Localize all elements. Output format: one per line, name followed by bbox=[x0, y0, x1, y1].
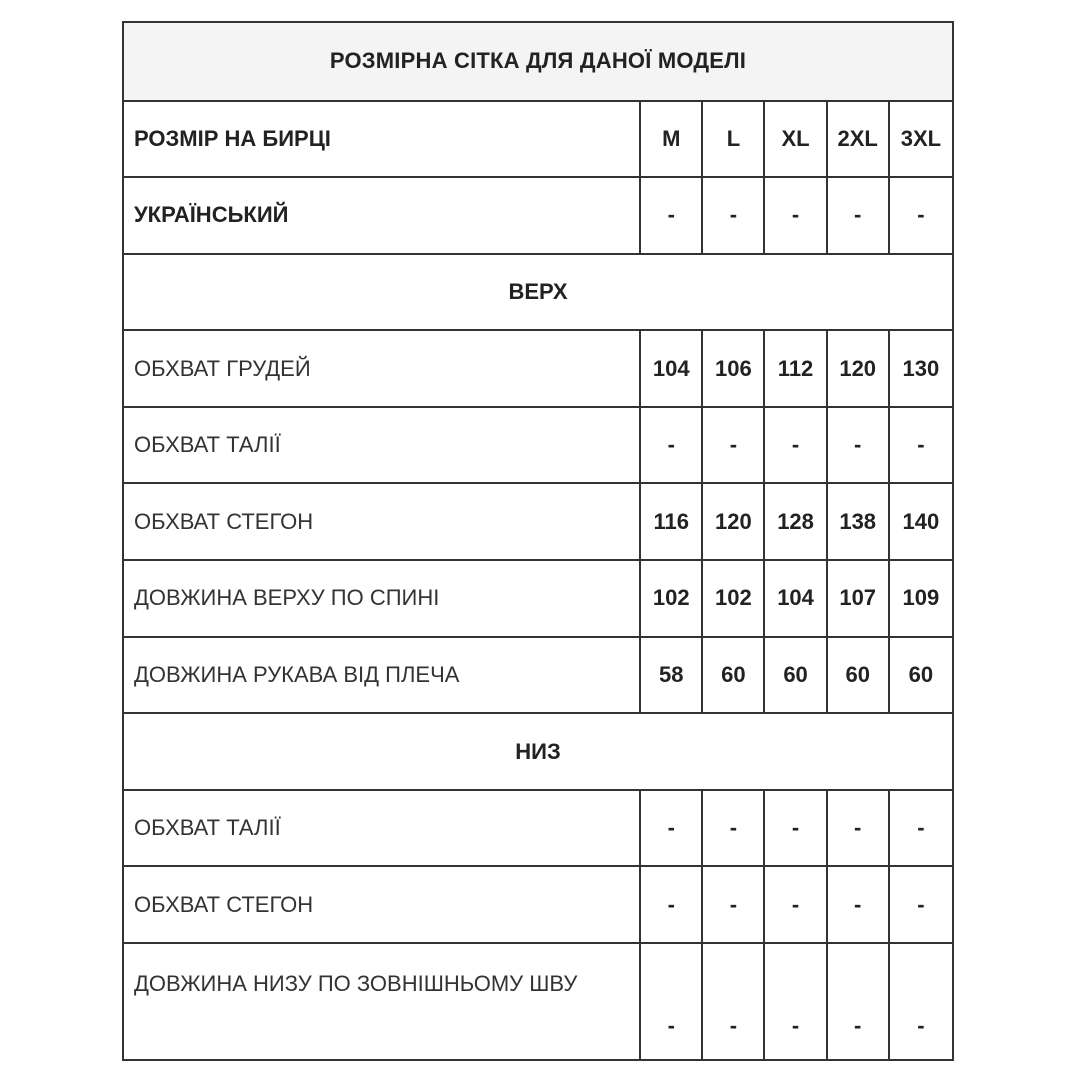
table-cell: - bbox=[640, 177, 702, 254]
table-cell: - bbox=[764, 407, 826, 484]
measurement-label: ОБХВАТ СТЕГОН bbox=[123, 483, 640, 560]
table-row bbox=[123, 560, 953, 637]
table-row bbox=[123, 330, 953, 407]
table-cell: 104 bbox=[640, 330, 702, 407]
table-cell: - bbox=[702, 407, 764, 484]
table-cell: - bbox=[702, 866, 764, 943]
table-cell: 128 bbox=[764, 483, 826, 560]
table-cell: 106 bbox=[702, 330, 764, 407]
table-cell: - bbox=[640, 866, 702, 943]
measurement-label: ДОВЖИНА НИЗУ ПО ЗОВНІШНЬОМУ ШВУ bbox=[123, 943, 640, 1060]
section-row-top bbox=[123, 254, 953, 331]
table-row bbox=[123, 866, 953, 943]
section-row-bottom bbox=[123, 713, 953, 790]
title-row bbox=[123, 22, 953, 101]
table-cell: - bbox=[827, 866, 889, 943]
table-cell: 104 bbox=[764, 560, 826, 637]
size-header-3xl: 3XL bbox=[889, 101, 953, 178]
size-header-2xl: 2XL bbox=[827, 101, 889, 178]
table-row bbox=[123, 483, 953, 560]
measurement-label: ОБХВАТ ГРУДЕЙ bbox=[123, 330, 640, 407]
table-cell: 109 bbox=[889, 560, 953, 637]
measurement-label: ОБХВАТ СТЕГОН bbox=[123, 866, 640, 943]
table-cell: 102 bbox=[702, 560, 764, 637]
table-cell: 120 bbox=[827, 330, 889, 407]
table-cell: - bbox=[889, 177, 953, 254]
table-row bbox=[123, 790, 953, 867]
table-cell: - bbox=[889, 866, 953, 943]
table-cell: - bbox=[764, 866, 826, 943]
measurement-label: ОБХВАТ ТАЛІЇ bbox=[123, 407, 640, 484]
table-cell: 58 bbox=[640, 637, 702, 714]
size-chart-table bbox=[122, 21, 954, 1061]
table-cell: - bbox=[827, 790, 889, 867]
table-cell: - bbox=[702, 790, 764, 867]
table-cell: 120 bbox=[702, 483, 764, 560]
size-header-xl: XL bbox=[764, 101, 826, 178]
table-cell: 130 bbox=[889, 330, 953, 407]
table-cell: - bbox=[827, 177, 889, 254]
table-row bbox=[123, 637, 953, 714]
table-cell: 138 bbox=[827, 483, 889, 560]
table-cell: 60 bbox=[702, 637, 764, 714]
table-cell: 116 bbox=[640, 483, 702, 560]
table-cell: - bbox=[640, 790, 702, 867]
table-cell: - bbox=[702, 177, 764, 254]
table-cell: 107 bbox=[827, 560, 889, 637]
table-cell: - bbox=[889, 943, 953, 1060]
table-cell: - bbox=[764, 177, 826, 254]
size-header-l: L bbox=[702, 101, 764, 178]
table-cell: 112 bbox=[764, 330, 826, 407]
table-cell: 140 bbox=[889, 483, 953, 560]
section-heading-bottom: НИЗ bbox=[123, 713, 953, 790]
table-cell: - bbox=[764, 943, 826, 1060]
table-cell: 60 bbox=[764, 637, 826, 714]
measurement-label: ОБХВАТ ТАЛІЇ bbox=[123, 790, 640, 867]
table-cell: 60 bbox=[827, 637, 889, 714]
measurement-label: ДОВЖИНА ВЕРХУ ПО СПИНІ bbox=[123, 560, 640, 637]
table-cell: - bbox=[764, 790, 826, 867]
table-cell: 102 bbox=[640, 560, 702, 637]
table-cell: - bbox=[827, 943, 889, 1060]
ukrainian-size-label: УКРАЇНСЬКИЙ bbox=[123, 177, 640, 254]
table-cell: - bbox=[640, 407, 702, 484]
table-cell: - bbox=[702, 943, 764, 1060]
table-cell: - bbox=[889, 407, 953, 484]
measurement-label: ДОВЖИНА РУКАВА ВІД ПЛЕЧА bbox=[123, 637, 640, 714]
size-header-row bbox=[123, 101, 953, 178]
table-cell: - bbox=[640, 943, 702, 1060]
table-cell: - bbox=[889, 790, 953, 867]
size-header-m: M bbox=[640, 101, 702, 178]
table-cell: - bbox=[827, 407, 889, 484]
table-row bbox=[123, 943, 953, 1060]
table-cell: 60 bbox=[889, 637, 953, 714]
table-row bbox=[123, 407, 953, 484]
table-title: РОЗМІРНА СІТКА ДЛЯ ДАНОЇ МОДЕЛІ bbox=[123, 22, 953, 101]
ukrainian-size-row bbox=[123, 177, 953, 254]
size-header-label: РОЗМІР НА БИРЦІ bbox=[123, 101, 640, 178]
section-heading-top: ВЕРХ bbox=[123, 254, 953, 331]
